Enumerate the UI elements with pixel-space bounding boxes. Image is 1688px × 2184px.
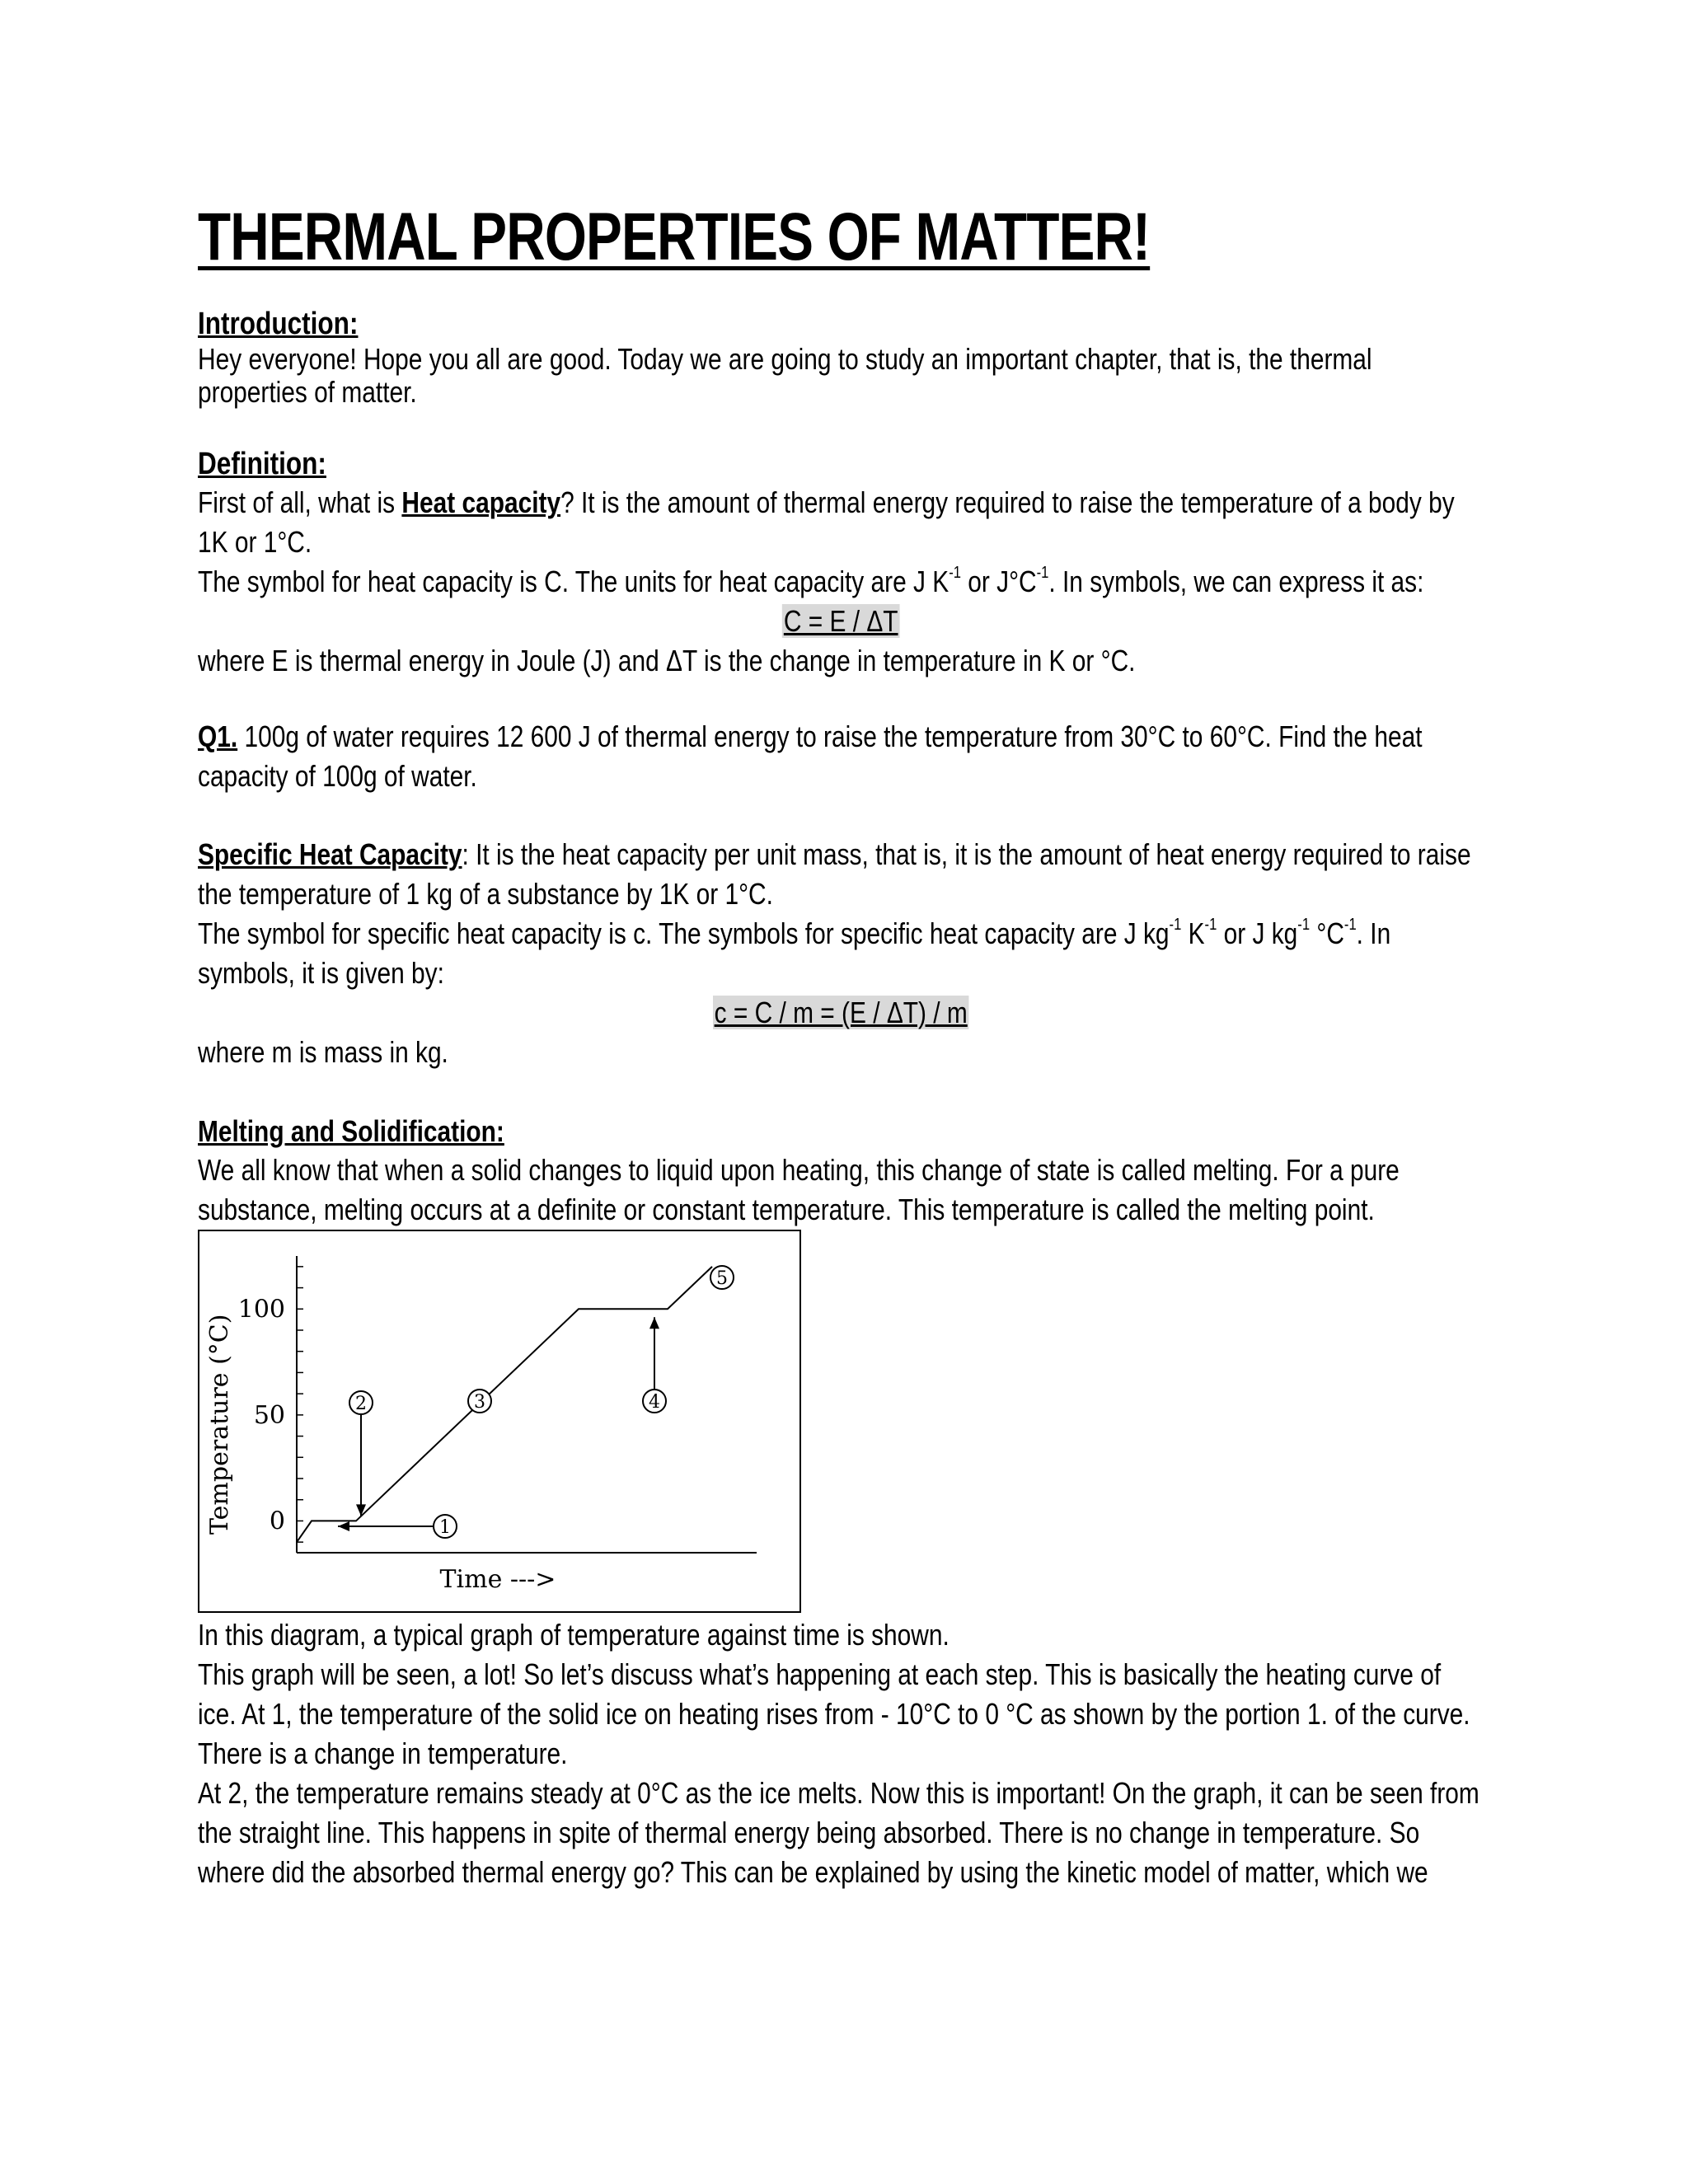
melting-heading: Melting and Solidification: — [198, 1114, 504, 1148]
annotation-label: 1 — [439, 1517, 451, 1538]
specific-heat-units: The symbol for specific heat capacity is c. The symbols for specific heat capacity are J $kg^{-1}$ $K^{-1}$ or J $kg^{-1}$ $^\circ C^{-1}$. In symbols, it is given by: — [198, 916, 1391, 990]
chart-annotations — [338, 1266, 734, 1538]
definition-section — [198, 445, 1484, 681]
melting-section — [198, 1113, 1484, 1230]
introduction-section — [198, 305, 1484, 409]
y-axis-label: Temperature (°C) — [205, 1314, 234, 1535]
figure-caption: In this diagram, a typical graph of temperature against time is shown. — [198, 1618, 950, 1652]
annotation-label: 5 — [716, 1268, 728, 1289]
specific-heat-definition: Specific Heat Capacity: It is the heat capacity per unit mass, that is, it is the amount of heat energy required to raise the temperature of 1 kg of a substance by 1K or 1°C. — [198, 837, 1471, 911]
arrow-head — [649, 1317, 659, 1329]
annotation-marker-4 — [643, 1390, 666, 1413]
heat-capacity-equation: C = E / ΔT — [783, 604, 898, 638]
y-tick-label: 0 — [269, 1507, 285, 1536]
annotation-marker-3 — [468, 1390, 491, 1413]
specific-heat-section — [198, 835, 1484, 1072]
annotation-arrow-4 — [649, 1317, 659, 1389]
introduction-heading: Introduction: — [198, 307, 359, 341]
heat-capacity-units: The symbol for heat capacity is C. The units for heat capacity are J $K^{-1}$ or $J^\circ C^{-1}$. In symbols, we can express it as: — [198, 564, 1424, 598]
annotation-marker-5 — [710, 1266, 734, 1289]
chart-ticks — [238, 1267, 303, 1542]
heating-curve-figure — [198, 1230, 801, 1613]
melting-intro: We all know that when a solid changes to liquid upon heating, this change of state is called melting. For a pure substance, melting occurs at a definite or constant temperature. This temperature is called the melting point. — [198, 1153, 1400, 1226]
question-1 — [198, 717, 1484, 796]
melting-discussion — [198, 1615, 1484, 1892]
annotation-label: 4 — [649, 1392, 660, 1413]
x-axis-label: Time ---> — [439, 1565, 556, 1594]
annotation-arrow-2 — [356, 1415, 366, 1516]
heat-capacity-equation-line — [198, 602, 1484, 641]
question-1-label: Q1. — [198, 719, 238, 753]
specific-heat-equation-line — [198, 993, 1484, 1033]
annotation-label: 2 — [355, 1394, 367, 1414]
annotation-marker-2 — [349, 1391, 373, 1414]
specific-heat-explanation: where m is mass in kg. — [198, 1035, 448, 1069]
page-title: THERMAL PROPERTIES OF MATTER! — [198, 199, 1151, 274]
specific-heat-equation: c = C / m = (E / ΔT) / m — [714, 996, 968, 1029]
y-tick-label: 50 — [253, 1400, 285, 1430]
arrow-head — [338, 1521, 349, 1531]
specific-heat-term: Specific Heat Capacity — [198, 837, 462, 871]
heat-capacity-definition: First of all, what is Heat capacity? It is the amount of thermal energy required to raise the temperature of a body by 1K or 1°C. — [198, 485, 1455, 559]
introduction-text: Hey everyone! Hope you all are good. Today we are going to study an important chapter, that is, the thermal properties of matter. — [198, 342, 1372, 409]
heat-capacity-explanation: where E is thermal energy in Joule (J) and ΔT is the change in temperature in K or °C. — [198, 644, 1136, 677]
annotation-marker-1 — [434, 1515, 457, 1538]
heat-capacity-term: Heat capacity — [401, 485, 561, 519]
annotation-label: 3 — [474, 1392, 485, 1413]
question-1-text: 100g of water requires 12 600 J of thermal energy to raise the temperature from 30°C to 60°C. Find the heat capacity of 100g of water. — [198, 719, 1423, 793]
arrow-head — [356, 1504, 366, 1516]
heating-curve-chart — [199, 1231, 799, 1611]
definition-heading: Definition: — [198, 447, 326, 481]
melting-step-1: This graph will be seen, a lot! So let’s discuss what’s happening at each step. This is basically the heating curve of ice. At 1, the temperature of the solid ice on heating rises from - 10°C to 0 °C as shown by the portion 1. of the curve. There is a change in temperature. — [198, 1657, 1470, 1770]
y-tick-label: 100 — [237, 1295, 285, 1324]
melting-step-2: At 2, the temperature remains steady at 0°C as the ice melts. Now this is important! On the graph, it can be seen from the straight line. This happens in spite of thermal energy being absorbed. There is no change in temperature. So where did the absorbed thermal energy go? This can be explained by using the kinetic model of matter, which we — [198, 1776, 1479, 1889]
annotation-arrow-1 — [338, 1521, 433, 1531]
